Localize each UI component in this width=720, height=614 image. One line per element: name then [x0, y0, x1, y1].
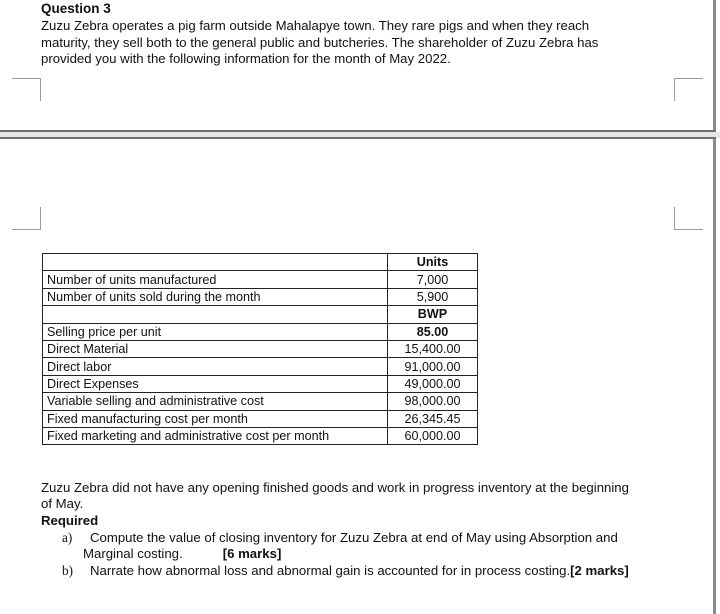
crop-mark — [12, 78, 41, 101]
row-value: 91,000.00 — [388, 358, 478, 375]
row-value: 7,000 — [388, 271, 478, 288]
cost-data-table — [42, 253, 478, 445]
row-value: 26,345.45 — [388, 410, 478, 427]
units-header: Units — [388, 254, 478, 271]
row-value: 98,000.00 — [388, 393, 478, 410]
table-row — [43, 306, 478, 323]
question-b-marks: [2 marks] — [570, 563, 629, 578]
page-edge — [713, 137, 716, 614]
question-a-marks: [6 marks] — [222, 546, 282, 562]
crop-mark — [674, 207, 703, 230]
row-label: Direct Material — [43, 340, 388, 357]
table-row — [43, 358, 478, 375]
page-edge — [713, 0, 716, 132]
note-line: of May. — [41, 496, 84, 512]
crop-mark — [12, 207, 41, 230]
table-row — [43, 375, 478, 392]
row-label: Direct Expenses — [43, 375, 388, 392]
table-row — [43, 427, 478, 444]
question-a-line2: Marginal costing. — [83, 546, 183, 562]
table-cell — [43, 254, 388, 271]
table-row — [43, 254, 478, 271]
table-row — [43, 340, 478, 357]
required-heading: Required — [41, 513, 99, 528]
row-label: Fixed marketing and administrative cost per month — [43, 427, 388, 444]
row-label: Number of units manufactured — [43, 271, 388, 288]
bwp-header: BWP — [388, 306, 478, 323]
table-row — [43, 288, 478, 305]
table-row — [43, 323, 478, 340]
question-a-line1: Compute the value of closing inventory for Zuzu Zebra at end of May using Absorption and — [90, 530, 618, 545]
table-cell — [43, 306, 388, 323]
row-label: Number of units sold during the month — [43, 288, 388, 305]
question-b-label: b) — [62, 563, 73, 578]
intro-line: Zuzu Zebra operates a pig farm outside Mahalapye town. They rare pigs and when they reach — [41, 18, 590, 33]
table-row — [43, 393, 478, 410]
row-label: Direct labor — [43, 358, 388, 375]
row-value: 85.00 — [388, 323, 478, 340]
intro-paragraph — [41, 18, 661, 68]
question-a-label: a) — [62, 530, 73, 545]
row-value: 15,400.00 — [388, 340, 478, 357]
intro-line: maturity, they sell both to the general public and butcheries. The shareholder of Zuzu Zebra has — [41, 34, 599, 50]
question-b — [62, 563, 702, 579]
page-break-line — [0, 137, 716, 139]
table-row — [43, 410, 478, 427]
question-b-text: Narrate how abnormal loss and abnormal gain is accounted for in process costing. — [90, 563, 571, 578]
crop-mark — [674, 78, 703, 101]
row-value: 49,000.00 — [388, 375, 478, 392]
row-label: Fixed manufacturing cost per month — [43, 410, 388, 427]
row-label: Variable selling and administrative cost — [43, 393, 388, 410]
question-title: Question 3 — [41, 1, 111, 16]
question-a — [62, 530, 672, 562]
table-row — [43, 271, 478, 288]
inventory-note — [41, 480, 671, 512]
intro-line: provided you with the following information for the month of May 2022. — [41, 51, 451, 66]
row-value: 60,000.00 — [388, 427, 478, 444]
row-value: 5,900 — [388, 288, 478, 305]
row-label: Selling price per unit — [43, 323, 388, 340]
note-line: Zuzu Zebra did not have any opening finished goods and work in progress inventory at the beginning — [41, 480, 629, 495]
